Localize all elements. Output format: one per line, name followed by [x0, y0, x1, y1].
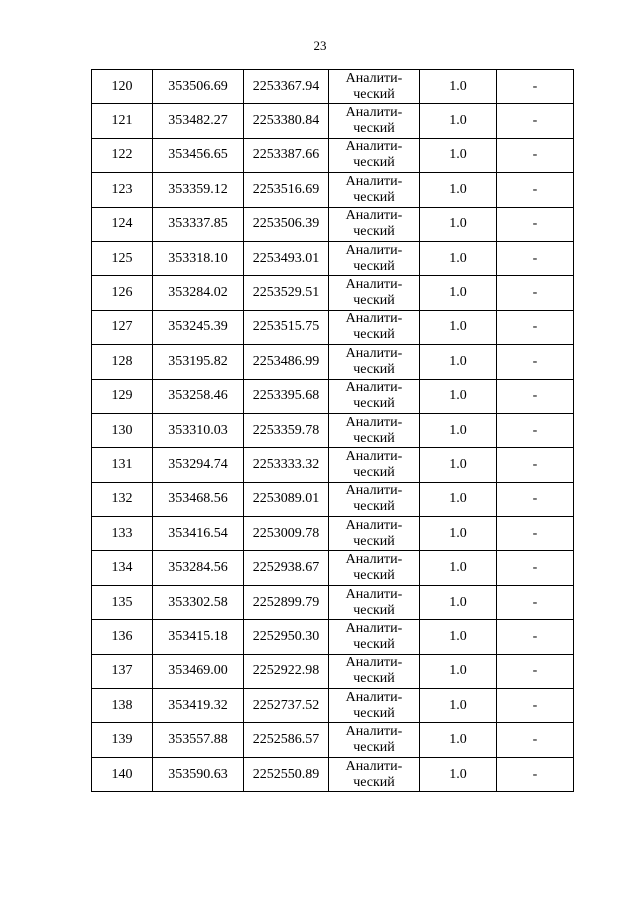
method-text-line: Аналити- [345, 311, 403, 327]
point-number-cell: 140 [92, 757, 153, 791]
x-coordinate-cell: 353258.46 [153, 379, 244, 413]
method-cell [329, 173, 420, 207]
y-coordinate-cell: 2253493.01 [244, 241, 329, 275]
method-text-line: ческий [353, 189, 395, 205]
table-row [92, 70, 574, 104]
method-text-line: Аналити- [345, 173, 403, 189]
point-number-cell: 122 [92, 138, 153, 172]
accuracy-cell: 1.0 [420, 345, 497, 379]
method-cell [329, 448, 420, 482]
accuracy-cell: 1.0 [420, 654, 497, 688]
method-cell [329, 723, 420, 757]
table-row [92, 551, 574, 585]
note-cell: - [497, 551, 574, 585]
method-text-line: ческий [353, 258, 395, 274]
x-coordinate-cell: 353284.02 [153, 276, 244, 310]
table-row [92, 379, 574, 413]
table-row [92, 723, 574, 757]
note-cell: - [497, 757, 574, 791]
table-row [92, 310, 574, 344]
method-cell [329, 138, 420, 172]
table-row [92, 345, 574, 379]
method-text-line: ческий [353, 499, 395, 515]
point-number-cell: 123 [92, 173, 153, 207]
point-number-cell: 132 [92, 482, 153, 516]
note-cell: - [497, 104, 574, 138]
method-text-line: ческий [353, 155, 395, 171]
y-coordinate-cell: 2253506.39 [244, 207, 329, 241]
method-text-line: Аналити- [345, 208, 403, 224]
note-cell: - [497, 70, 574, 104]
x-coordinate-cell: 353195.82 [153, 345, 244, 379]
method-cell [329, 689, 420, 723]
y-coordinate-cell: 2252938.67 [244, 551, 329, 585]
method-cell [329, 654, 420, 688]
method-cell [329, 585, 420, 619]
table-row [92, 138, 574, 172]
point-number-cell: 137 [92, 654, 153, 688]
point-number-cell: 127 [92, 310, 153, 344]
method-text-line: Аналити- [345, 586, 403, 602]
x-coordinate-cell: 353557.88 [153, 723, 244, 757]
accuracy-cell: 1.0 [420, 482, 497, 516]
point-number-cell: 138 [92, 689, 153, 723]
y-coordinate-cell: 2253395.68 [244, 379, 329, 413]
y-coordinate-cell: 2253529.51 [244, 276, 329, 310]
note-cell: - [497, 448, 574, 482]
x-coordinate-cell: 353416.54 [153, 517, 244, 551]
method-text-line: Аналити- [345, 758, 403, 774]
note-cell: - [497, 517, 574, 551]
accuracy-cell: 1.0 [420, 585, 497, 619]
method-cell [329, 551, 420, 585]
table-row [92, 104, 574, 138]
point-number-cell: 129 [92, 379, 153, 413]
x-coordinate-cell: 353456.65 [153, 138, 244, 172]
method-cell [329, 241, 420, 275]
accuracy-cell: 1.0 [420, 448, 497, 482]
point-number-cell: 134 [92, 551, 153, 585]
method-text-line: Аналити- [345, 517, 403, 533]
note-cell: - [497, 620, 574, 654]
note-cell: - [497, 482, 574, 516]
accuracy-cell: 1.0 [420, 379, 497, 413]
method-cell [329, 207, 420, 241]
accuracy-cell: 1.0 [420, 689, 497, 723]
x-coordinate-cell: 353506.69 [153, 70, 244, 104]
accuracy-cell: 1.0 [420, 104, 497, 138]
table-body [92, 70, 574, 792]
note-cell: - [497, 413, 574, 447]
table-row [92, 173, 574, 207]
accuracy-cell: 1.0 [420, 70, 497, 104]
y-coordinate-cell: 2252550.89 [244, 757, 329, 791]
point-number-cell: 133 [92, 517, 153, 551]
y-coordinate-cell: 2253089.01 [244, 482, 329, 516]
method-cell [329, 345, 420, 379]
method-text-line: ческий [353, 121, 395, 137]
method-text-line: Аналити- [345, 483, 403, 499]
method-text-line: Аналити- [345, 105, 403, 121]
method-cell [329, 517, 420, 551]
table-row [92, 241, 574, 275]
note-cell: - [497, 310, 574, 344]
accuracy-cell: 1.0 [420, 138, 497, 172]
method-cell [329, 276, 420, 310]
method-text-line: Аналити- [345, 277, 403, 293]
accuracy-cell: 1.0 [420, 620, 497, 654]
method-text-line: ческий [353, 740, 395, 756]
method-text-line: ческий [353, 464, 395, 480]
y-coordinate-cell: 2252950.30 [244, 620, 329, 654]
method-text-line: Аналити- [345, 414, 403, 430]
table-row [92, 620, 574, 654]
y-coordinate-cell: 2253380.84 [244, 104, 329, 138]
table-row [92, 413, 574, 447]
method-cell [329, 379, 420, 413]
method-cell [329, 482, 420, 516]
accuracy-cell: 1.0 [420, 241, 497, 275]
accuracy-cell: 1.0 [420, 517, 497, 551]
y-coordinate-cell: 2253515.75 [244, 310, 329, 344]
accuracy-cell: 1.0 [420, 723, 497, 757]
method-text-line: ческий [353, 705, 395, 721]
method-text-line: Аналити- [345, 345, 403, 361]
y-coordinate-cell: 2253486.99 [244, 345, 329, 379]
method-text-line: ческий [353, 671, 395, 687]
method-text-line: ческий [353, 568, 395, 584]
note-cell: - [497, 723, 574, 757]
point-number-cell: 135 [92, 585, 153, 619]
method-cell [329, 70, 420, 104]
point-number-cell: 124 [92, 207, 153, 241]
x-coordinate-cell: 353294.74 [153, 448, 244, 482]
method-text-line: Аналити- [345, 448, 403, 464]
point-number-cell: 125 [92, 241, 153, 275]
point-number-cell: 139 [92, 723, 153, 757]
method-text-line: Аналити- [345, 70, 403, 86]
method-cell [329, 413, 420, 447]
point-number-cell: 131 [92, 448, 153, 482]
accuracy-cell: 1.0 [420, 413, 497, 447]
method-text-line: ческий [353, 361, 395, 377]
x-coordinate-cell: 353468.56 [153, 482, 244, 516]
method-text-line: Аналити- [345, 655, 403, 671]
x-coordinate-cell: 353318.10 [153, 241, 244, 275]
method-text-line: ческий [353, 602, 395, 618]
table-row [92, 585, 574, 619]
method-text-line: Аналити- [345, 689, 403, 705]
note-cell: - [497, 689, 574, 723]
accuracy-cell: 1.0 [420, 173, 497, 207]
table-row [92, 654, 574, 688]
method-text-line: ческий [353, 86, 395, 102]
x-coordinate-cell: 353310.03 [153, 413, 244, 447]
coordinates-table [91, 69, 574, 792]
method-text-line: ческий [353, 430, 395, 446]
table-row [92, 517, 574, 551]
y-coordinate-cell: 2252922.98 [244, 654, 329, 688]
y-coordinate-cell: 2253387.66 [244, 138, 329, 172]
accuracy-cell: 1.0 [420, 310, 497, 344]
method-cell [329, 104, 420, 138]
point-number-cell: 128 [92, 345, 153, 379]
x-coordinate-cell: 353415.18 [153, 620, 244, 654]
y-coordinate-cell: 2252899.79 [244, 585, 329, 619]
x-coordinate-cell: 353337.85 [153, 207, 244, 241]
method-text-line: ческий [353, 293, 395, 309]
x-coordinate-cell: 353302.58 [153, 585, 244, 619]
table-row [92, 276, 574, 310]
point-number-cell: 126 [92, 276, 153, 310]
x-coordinate-cell: 353359.12 [153, 173, 244, 207]
method-cell [329, 620, 420, 654]
note-cell: - [497, 241, 574, 275]
x-coordinate-cell: 353245.39 [153, 310, 244, 344]
note-cell: - [497, 585, 574, 619]
method-text-line: ческий [353, 533, 395, 549]
method-text-line: ческий [353, 224, 395, 240]
table-row [92, 448, 574, 482]
table-row [92, 757, 574, 791]
point-number-cell: 120 [92, 70, 153, 104]
method-text-line: Аналити- [345, 242, 403, 258]
note-cell: - [497, 138, 574, 172]
x-coordinate-cell: 353590.63 [153, 757, 244, 791]
y-coordinate-cell: 2253009.78 [244, 517, 329, 551]
note-cell: - [497, 276, 574, 310]
accuracy-cell: 1.0 [420, 276, 497, 310]
method-text-line: Аналити- [345, 620, 403, 636]
note-cell: - [497, 345, 574, 379]
table-row [92, 207, 574, 241]
y-coordinate-cell: 2253359.78 [244, 413, 329, 447]
accuracy-cell: 1.0 [420, 207, 497, 241]
y-coordinate-cell: 2252586.57 [244, 723, 329, 757]
note-cell: - [497, 207, 574, 241]
point-number-cell: 136 [92, 620, 153, 654]
method-cell [329, 310, 420, 344]
table-row [92, 482, 574, 516]
method-text-line: Аналити- [345, 139, 403, 155]
method-text-line: Аналити- [345, 552, 403, 568]
x-coordinate-cell: 353469.00 [153, 654, 244, 688]
note-cell: - [497, 654, 574, 688]
point-number-cell: 130 [92, 413, 153, 447]
accuracy-cell: 1.0 [420, 757, 497, 791]
method-text-line: ческий [353, 636, 395, 652]
x-coordinate-cell: 353419.32 [153, 689, 244, 723]
x-coordinate-cell: 353284.56 [153, 551, 244, 585]
method-text-line: ческий [353, 327, 395, 343]
y-coordinate-cell: 2252737.52 [244, 689, 329, 723]
note-cell: - [497, 379, 574, 413]
x-coordinate-cell: 353482.27 [153, 104, 244, 138]
point-number-cell: 121 [92, 104, 153, 138]
method-text-line: ческий [353, 396, 395, 412]
method-text-line: Аналити- [345, 380, 403, 396]
method-text-line: Аналити- [345, 724, 403, 740]
method-text-line: ческий [353, 774, 395, 790]
y-coordinate-cell: 2253367.94 [244, 70, 329, 104]
note-cell: - [497, 173, 574, 207]
y-coordinate-cell: 2253516.69 [244, 173, 329, 207]
page-number: 23 [313, 38, 327, 53]
y-coordinate-cell: 2253333.32 [244, 448, 329, 482]
accuracy-cell: 1.0 [420, 551, 497, 585]
table-row [92, 689, 574, 723]
method-cell [329, 757, 420, 791]
